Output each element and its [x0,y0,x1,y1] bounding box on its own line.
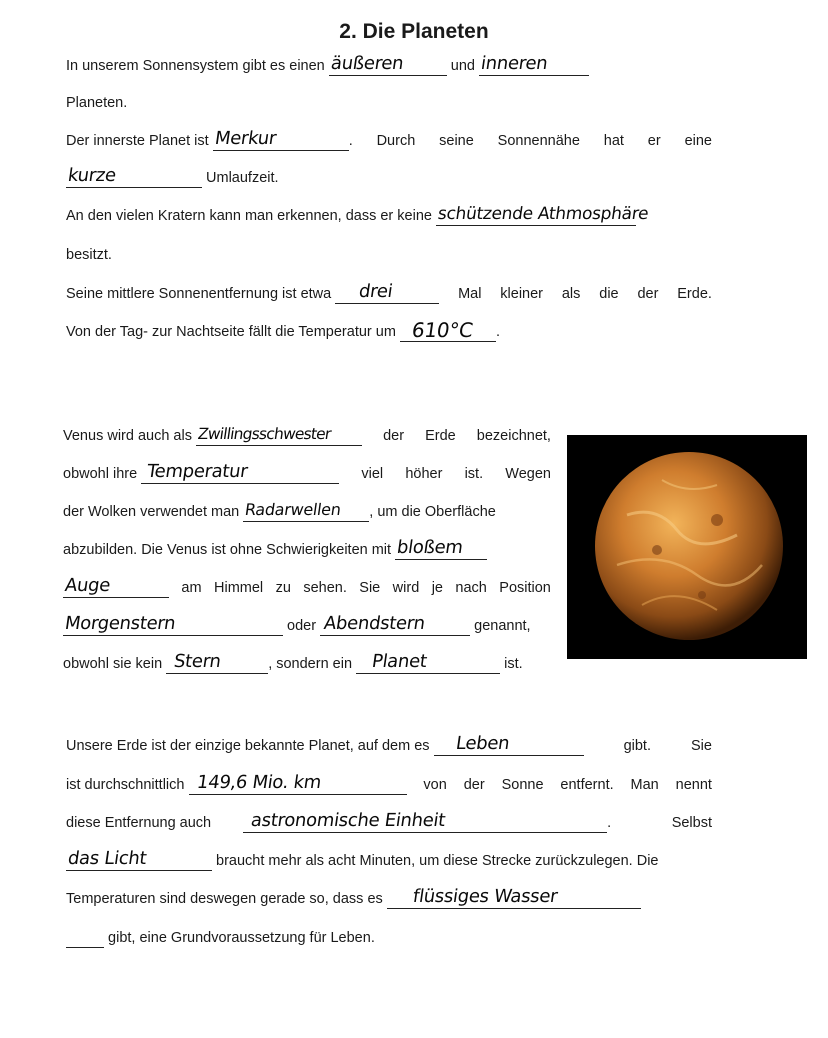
answer-field[interactable]: Leben [434,736,584,756]
p2-line-6: Morgenstern oder Abendstern genannt, [63,613,531,634]
p2-line-3: der Wolken verwendet man Radarwellen , um die Oberfläche [63,500,496,520]
p1-line-3: Der innerste Planet ist Merkur . Durch seine Sonnennähe hat er eine [66,128,712,149]
answer-field[interactable]: schützende Athmosphäre [436,204,650,224]
venus-planet-icon [567,435,807,659]
answer-field[interactable]: Merkur [213,131,349,151]
answer-field[interactable]: Stern [166,654,268,674]
p2-line-2: obwohl ihre Temperatur viel höher ist. Wegen [63,461,551,482]
answer-field[interactable]: kurze [66,168,202,188]
p1-line-7: Seine mittlere Sonnenentfernung ist etwa drei Mal kleiner als die der Erde. [66,281,712,302]
p1-line-1: In unserem Sonnensystem gibt es einen äußeren und inneren [66,56,589,76]
p3-line-2: ist durchschnittlich 149,6 Mio. km von der Sonne entfernt. Man nennt [66,772,712,793]
answer-field[interactable]: Morgenstern [63,616,283,636]
answer-field[interactable]: astronomische Einheit [243,813,607,833]
p1-line-6: besitzt. [66,247,112,263]
p2-line-7: obwohl sie kein Stern , sondern ein Planet ist. [63,651,523,672]
answer-field[interactable]: inneren [479,56,589,76]
venus-image [567,435,807,659]
p1-line-5: An den vielen Kratern kann man erkennen, dass er keine schützende Athmosphäre [66,204,650,224]
p1-line-2: Planeten. [66,95,128,111]
p2-line-5: Auge am Himmel zu sehen. Sie wird je nach Position [63,575,551,596]
answer-field[interactable]: das Licht [66,851,212,871]
answer-field[interactable]: Radarwellen [243,502,369,522]
p3-line-3: diese Entfernung auch astronomische Einheit . Selbst [66,810,712,831]
answer-field[interactable]: 149,6 Mio. km [189,775,407,795]
p2-line-1: Venus wird auch als Zwillingsschwester der Erde bezeichnet, [63,425,551,444]
page-title: 2. Die Planeten [339,20,489,43]
p2-line-4: abzubilden. Die Venus ist ohne Schwierigkeiten mit bloßem [63,540,487,560]
answer-field[interactable]: bloßem [395,540,487,560]
p3-line-5: Temperaturen sind deswegen gerade so, dass es flüssiges Wasser [66,889,641,909]
answer-field[interactable]: Temperatur [141,464,339,484]
answer-field[interactable]: Planet [356,654,500,674]
p3-line-1: Unsere Erde ist der einzige bekannte Planet, auf dem es Leben gibt. Sie [66,733,712,754]
answer-field[interactable]: drei [335,284,439,304]
answer-field[interactable]: Auge [63,578,169,598]
p3-line-6: gibt, eine Grundvoraussetzung für Leben. [66,928,375,948]
answer-field[interactable]: Abendstern [320,616,470,636]
answer-field[interactable]: flüssiges Wasser [387,889,641,909]
answer-field[interactable]: äußeren [329,56,447,76]
p1-line-4: kurze Umlaufzeit. [66,165,279,186]
p3-line-4: das Licht braucht mehr als acht Minuten, um diese Strecke zurückzulegen. Die [66,848,659,869]
answer-field[interactable]: Zwillingsschwester [196,426,362,446]
p1-line-8: Von der Tag- zur Nachtseite fällt die Temperatur um 610°C . [66,318,500,342]
answer-field[interactable] [66,928,104,948]
answer-field[interactable]: 610°C [400,322,496,342]
